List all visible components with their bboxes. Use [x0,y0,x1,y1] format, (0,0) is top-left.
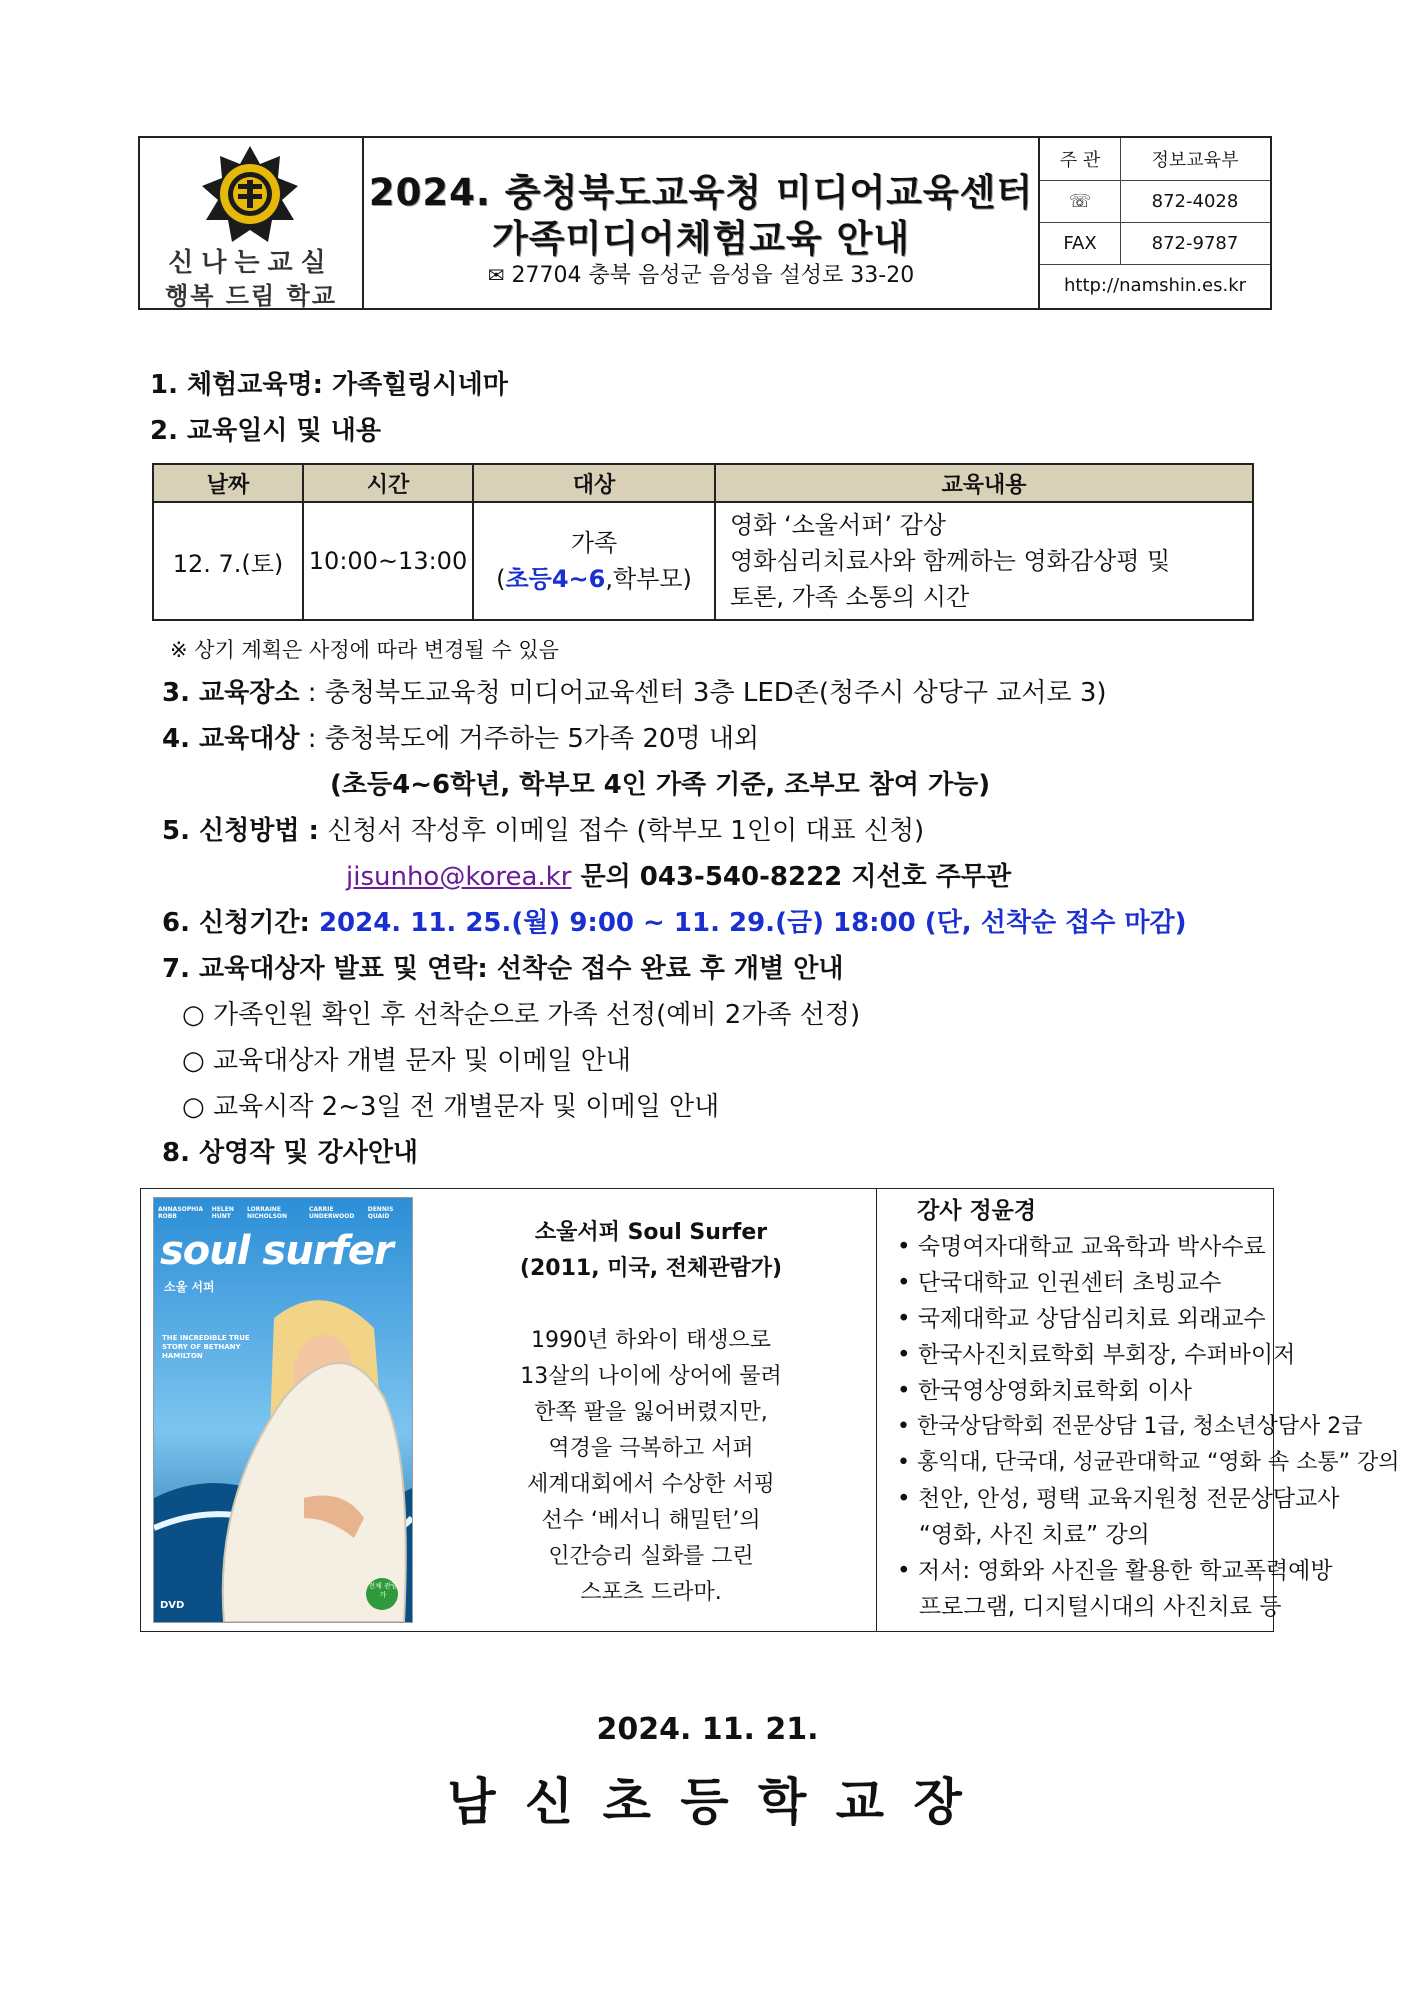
content-line: 토론, 가족 소통의 시간 [730,583,970,611]
cell-target [473,502,715,620]
schedule-table [152,463,1254,621]
email-link[interactable]: jisunho@korea.kr [346,862,572,892]
content-line: 영화심리치료사와 함께하는 영화감상평 및 [730,547,1171,575]
schedule-header-row [153,464,1253,502]
cast-name: HELEN HUNT [211,1206,234,1220]
film-desc-line: 13살의 나이에 상어에 물려 [520,1364,782,1389]
header-box [138,136,1272,310]
mail-icon: ✉ [487,263,505,287]
slogan-line-2: 행복 드림 학교 [165,282,337,310]
issue-date: 2024. 11. 21. [596,1712,819,1747]
section-7-title: 7. 교육대상자 발표 및 연락: 선착순 접수 완료 후 개별 안내 [162,954,844,984]
cell-date: 12. 7.(토) [153,502,303,620]
list-item: • 단국대학교 인권센터 초빙교수 [897,1270,1222,1296]
cell-time: 10:00~13:00 [303,502,473,620]
rating-badge: 전체 관람가 [368,1582,398,1599]
list-item: • 한국영상영화치료학회 이사 [897,1378,1192,1404]
list-item: • 국제대학교 상담심리치료 외래교수 [897,1306,1266,1332]
poster-title: soul surfer [160,1228,393,1274]
section-1-title: 1. 체험교육명: 가족힐링시네마 [150,370,508,400]
col-content-header: 교육내용 [715,464,1253,502]
cast-name: DENNIS QUAID [367,1206,394,1220]
section-6-title: 6. 신청기간: [162,908,310,938]
school-emblem-icon [198,144,302,244]
film-title: 소울서퍼 Soul Surfer [534,1220,768,1245]
info-row-fax [1040,222,1270,265]
col-target-header: 대상 [473,464,715,502]
list-item: • 저서: 영화와 사진을 활용한 학교폭력예방 [897,1558,1333,1584]
phone-icon: ☏ [1040,180,1121,222]
film-desc-line: 세계대회에서 수상한 서핑 [527,1472,775,1497]
schedule-note: ※ 상기 계획은 사정에 따라 변경될 수 있음 [170,638,559,662]
section-5 [162,810,924,847]
cell-content [715,502,1253,620]
slogan-line-1: 신나는교실 [168,248,334,278]
poster-subtitle: 소울 서퍼 [164,1280,215,1294]
film-info [426,1189,877,1631]
page-title-line-2: 가족미디어체험교육 안내 [491,217,911,260]
target-line-2 [475,561,713,597]
target-grade: 초등4~6 [505,565,606,593]
section-4 [162,718,759,755]
film-desc-line: 역경을 극복하고 서퍼 [548,1436,754,1461]
page-title-line-1: 2024. 충청북도교육청 미디어교육센터 [368,171,1034,214]
film-desc-line: 스포츠 드라마. [580,1580,722,1605]
section-4-sub: (초등4~6학년, 학부모 4인 가족 기준, 조부모 참여 가능) [330,770,991,800]
film-desc-line: 인간승리 실화를 그린 [548,1544,754,1569]
signer: 남 신 초 등 학 교 장 [447,1773,968,1831]
section-3-text: : 충청북도교육청 미디어교육센터 3층 LED존(청주시 상당구 교서로 3) [299,678,1107,708]
film-desc-line: 1990년 하와이 태생으로 [531,1328,771,1353]
section-6-text: 2024. 11. 25.(월) 9:00 ~ 11. 29.(금) 18:00 (단, 선착순 접수 마감) [309,908,1187,938]
movie-poster [153,1197,413,1623]
host-label: 주 관 [1040,138,1121,180]
list-item: • 한국사진치료학회 부회장, 수퍼바이저 [897,1342,1296,1368]
lecturer-title: 강사 정윤경 [917,1198,1037,1224]
list-item: ○ 교육대상자 개별 문자 및 이메일 안내 [182,1046,632,1076]
school-logo-area [140,138,364,308]
school-address [364,258,1038,289]
section-3 [162,672,1107,709]
fax-label: FAX [1040,222,1121,264]
section-3-title: 3. 교육장소 [162,678,300,708]
cast-name: CARRIE UNDERWOOD [308,1206,355,1220]
section-4-text: : 충청북도에 거주하는 5가족 20명 내외 [299,724,760,754]
lecturer-info [881,1189,1400,1631]
col-date-header: 날짜 [153,464,303,502]
film-desc-line: 선수 ‘베서니 해밀턴’의 [541,1508,761,1533]
section-5-contact [346,856,1011,893]
address-text: 27704 충북 음성군 음성읍 설성로 33-20 [511,263,915,288]
list-item: • 홍익대, 단국대, 성균관대학교 “영화 속 소통” 강의 [897,1450,1400,1475]
header-info-table [1038,138,1270,308]
list-item: ○ 교육시작 2~3일 전 개별문자 및 이메일 안내 [182,1092,720,1122]
info-row-host [1040,138,1270,181]
list-item: • 천안, 안성, 평택 교육지원청 전문상담교사 [897,1486,1340,1512]
contact-info: 문의 043-540-8222 지선호 주무관 [571,862,1012,892]
section-5-text: 신청서 작성후 이메일 접수 (학부모 1인이 대표 신청) [318,816,925,846]
cast-name: ANNASOPHIA ROBB [158,1206,204,1220]
poster-cast [158,1206,408,1220]
section-5-title: 5. 신청방법 : [162,816,319,846]
host-value: 정보교육부 [1151,150,1239,171]
table-row [153,502,1253,620]
target-open: ( [496,565,506,593]
col-time-header: 시간 [303,464,473,502]
info-row-phone [1040,180,1270,223]
target-rest: ,학부모) [605,565,692,593]
list-item: ○ 가족인원 확인 후 선착순으로 가족 선정(예비 2가족 선정) [182,1000,861,1030]
section-6 [162,902,1187,939]
cast-name: LORRAINE NICHOLSON [246,1206,288,1220]
film-meta: (2011, 미국, 전체관람가) [519,1256,783,1281]
list-item: “영화, 사진 치료” 강의 [897,1522,1150,1548]
phone-value: 872-4028 [1151,190,1239,212]
website-url[interactable]: http://namshin.es.kr [1063,274,1247,296]
film-desc-line: 한쪽 팔을 잃어버렸지만, [534,1400,768,1425]
list-item: 프로그램, 디지털시대의 사진치료 등 [897,1594,1282,1620]
dvd-logo: DVD [160,1600,185,1611]
fax-value: 872-9787 [1151,232,1239,254]
section-2-title: 2. 교육일시 및 내용 [150,416,381,446]
section-4-title: 4. 교육대상 [162,724,300,754]
film-lecturer-box [140,1188,1400,1632]
info-row-url [1040,264,1270,306]
poster-tagline: THE INCREDIBLE TRUE STORY OF BETHANY HAMILTON [162,1334,250,1360]
content-line: 영화 ‘소울서퍼’ 감상 [730,511,946,539]
header-title-area [364,138,1038,308]
target-line-1: 가족 [570,529,618,557]
list-item: • 숙명여자대학교 교육학과 박사수료 [897,1234,1266,1260]
list-item: • 한국상담학회 전문상담 1급, 청소년상담사 2급 [897,1414,1363,1439]
section-8-title: 8. 상영작 및 강사안내 [162,1138,419,1168]
